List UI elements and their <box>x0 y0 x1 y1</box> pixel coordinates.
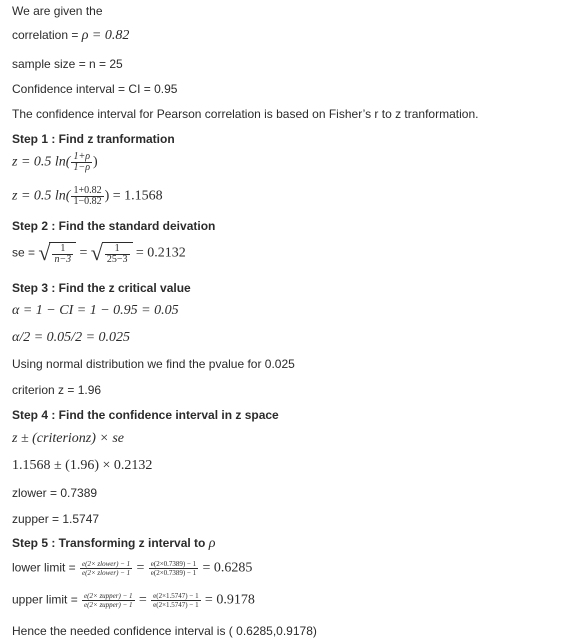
normal-distribution-note: Using normal distribution we find the pvalue for 0.025 <box>12 357 295 371</box>
upper-n2: e(2×1.5747) − 1 <box>153 592 199 600</box>
z-lower: zlower = 0.7389 <box>12 486 98 500</box>
rho-fraction-num: 1+ρ <box>73 151 91 162</box>
correlation-value: ρ = 0.82 <box>81 28 130 43</box>
lower-n1: e(2× zlower) − 1 <box>82 560 131 568</box>
z-upper: zupper = 1.5747 <box>12 512 100 526</box>
fisher-intro: The confidence interval for Pearson correlation is based on Fisher’s r to z tranformation. <box>12 107 479 121</box>
step-5-rho: ρ <box>208 536 216 551</box>
alpha-half-line: α/2 = 0.05/2 = 0.025 <box>12 330 131 345</box>
sqrt-symbolic: √ $\frac{1}{n-3}$ <box>38 242 76 265</box>
lower-d2: e(2×0.7389) − 1 <box>150 569 197 577</box>
step-3-heading: Step 3 : Find the z critical value <box>12 281 191 295</box>
criterion-z: criterion z = 1.96 <box>12 383 102 397</box>
step-4-heading: Step 4 : Find the confidence interval in z space <box>12 408 279 422</box>
conclusion: Hence the needed confidence interval is ( 0.6285,0.9178) <box>12 624 317 638</box>
upper-limit-line <box>12 592 255 609</box>
rho-fraction <box>71 152 92 173</box>
lower-result: = 0.6285 <box>202 560 253 576</box>
z-interval-formula: z ± (criterionz) × se <box>12 431 125 446</box>
lower-n2: e(2×0.7389) − 1 <box>150 560 197 568</box>
step-5-text: Step 5 : Transforming z interval to <box>12 536 209 550</box>
se-formula <box>12 242 186 265</box>
se-num: 1 <box>60 243 66 254</box>
step-5-heading <box>12 536 215 552</box>
intro-given: We are given the <box>12 4 103 18</box>
se-num-2: 1 <box>114 243 120 254</box>
upper-n1: e(2× zupper) − 1 <box>84 592 133 600</box>
se-den-2: 25−3 <box>106 254 128 265</box>
se-equals: = <box>79 245 88 261</box>
z-transform-formula <box>12 152 98 173</box>
correlation-label: correlation = <box>12 28 82 42</box>
z-transform-value <box>12 186 163 207</box>
upper-numeric-fraction <box>151 592 200 609</box>
z-formula-lhs: z = 0.5 ln( <box>12 154 71 170</box>
lower-numeric-fraction <box>149 560 198 577</box>
sample-size-line: sample size = n = 25 <box>12 57 123 71</box>
upper-limit-label: upper limit = <box>12 592 82 607</box>
sqrt-numeric: √ $\frac{1}{25-3}$ <box>91 242 133 265</box>
confidence-interval-line: Confidence interval = CI = 0.95 <box>12 82 178 96</box>
value-fraction <box>71 186 103 207</box>
upper-equals: = <box>138 592 147 608</box>
z-interval-calc: 1.1568 ± (1.96) × 0.2132 <box>12 458 153 473</box>
value-fraction-num: 1+0.82 <box>73 185 102 196</box>
lower-equals: = <box>136 560 145 576</box>
se-den: n−3 <box>54 254 72 265</box>
upper-d1: e(2× zupper) − 1 <box>84 601 133 609</box>
correlation-line <box>12 28 129 44</box>
lower-limit-line <box>12 560 252 577</box>
lower-symbolic-fraction <box>80 560 132 577</box>
z-value-lhs: z = 0.5 ln( <box>12 188 71 204</box>
upper-d2: e(2×1.5747) − 1 <box>153 601 199 609</box>
lower-d1: e(2× zlower) − 1 <box>82 569 131 577</box>
step-1-heading: Step 1 : Find z tranformation <box>12 132 175 146</box>
upper-result: = 0.9178 <box>204 592 255 608</box>
lower-limit-label: lower limit = <box>12 560 80 575</box>
z-value-result: ) = 1.1568 <box>104 188 163 204</box>
se-label: se = <box>12 245 39 260</box>
rho-fraction-den: 1−ρ <box>73 162 91 173</box>
z-formula-close: ) <box>93 154 98 170</box>
se-result: = 0.2132 <box>135 245 186 261</box>
upper-symbolic-fraction <box>82 592 135 609</box>
step-2-heading: Step 2 : Find the standard deivation <box>12 219 216 233</box>
alpha-line: α = 1 − CI = 1 − 0.95 = 0.05 <box>12 303 179 318</box>
value-fraction-den: 1−0.82 <box>73 196 102 207</box>
